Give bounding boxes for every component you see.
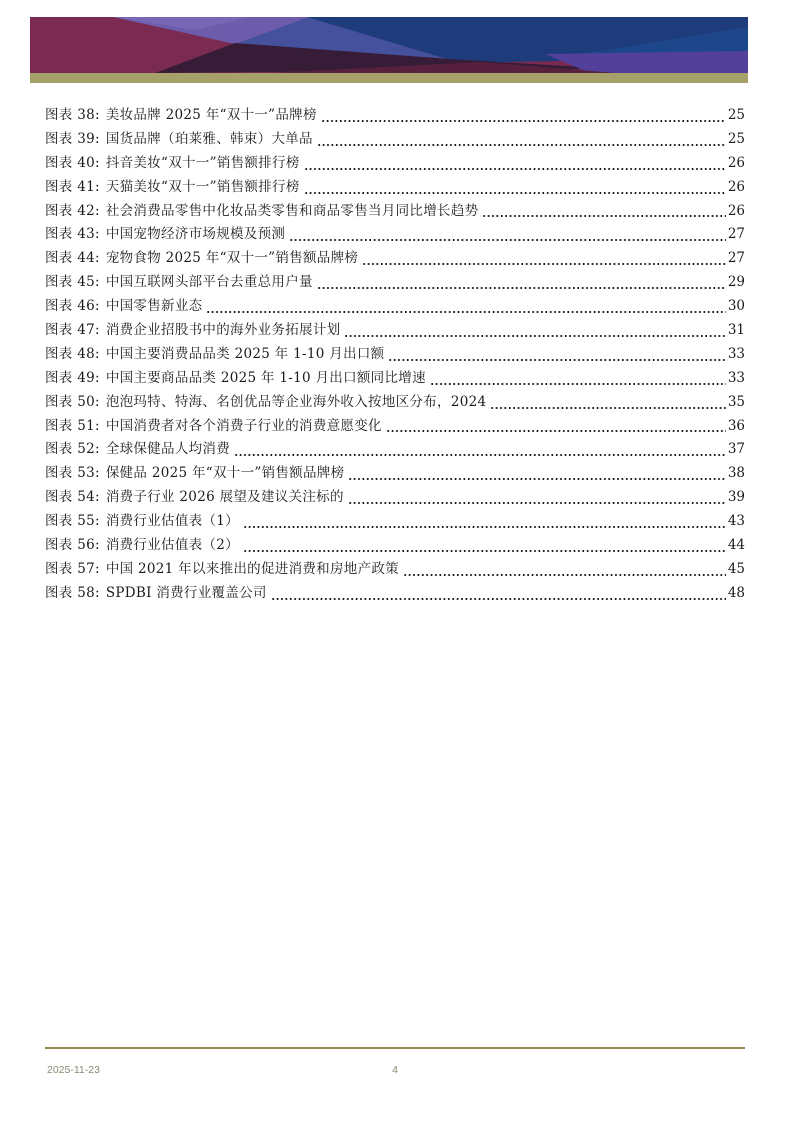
toc-entry-label: 图表 40: xyxy=(45,154,100,171)
toc-leader-dots xyxy=(317,128,726,152)
toc-entry[interactable] xyxy=(45,582,745,606)
toc-leader-dots xyxy=(386,415,726,439)
footer xyxy=(45,1064,745,1080)
toc-entry[interactable] xyxy=(45,391,745,415)
toc-entry-title: 中国零售新业态 xyxy=(105,298,203,315)
toc-leader-dots xyxy=(490,391,725,415)
header-banner-graphic xyxy=(30,17,748,83)
toc-entry[interactable] xyxy=(45,319,745,343)
footer-date: 2025-11-23 xyxy=(47,1064,100,1076)
toc-entry[interactable] xyxy=(45,223,745,247)
toc-entry-label: 图表 44: xyxy=(45,250,100,267)
toc-entry[interactable] xyxy=(45,415,745,439)
toc-entry-title: 中国互联网头部平台去重总用户量 xyxy=(105,274,313,291)
toc-entry-label: 图表 53: xyxy=(45,465,100,482)
toc-entry-page-number: 26 xyxy=(727,154,745,171)
toc-leader-dots xyxy=(243,510,726,534)
toc-entry-page-number: 27 xyxy=(727,250,745,267)
toc-entry-label: 图表 56: xyxy=(45,537,100,554)
toc-entry[interactable] xyxy=(45,510,745,534)
header-gold-bar xyxy=(30,73,748,83)
toc-entry[interactable] xyxy=(45,176,745,200)
toc-entry-page-number: 38 xyxy=(727,465,745,482)
toc-entry[interactable] xyxy=(45,152,745,176)
toc-entry-title: 天猫美妆“双十一”销售额排行榜 xyxy=(105,178,300,195)
toc-entry-page-number: 26 xyxy=(727,178,745,195)
toc-entry-page-number: 27 xyxy=(727,226,745,243)
toc-entry-page-number: 33 xyxy=(727,369,745,386)
toc-entry-page-number: 30 xyxy=(727,298,745,315)
figure-list xyxy=(45,104,745,606)
toc-entry-page-number: 44 xyxy=(727,537,745,554)
toc-entry-label: 图表 50: xyxy=(45,393,100,410)
toc-leader-dots xyxy=(243,534,726,558)
toc-entry-label: 图表 38: xyxy=(45,107,100,123)
toc-entry[interactable] xyxy=(45,104,745,128)
toc-entry[interactable] xyxy=(45,486,745,510)
toc-entry-title: 消费行业估值表（2） xyxy=(105,537,239,554)
toc-leader-dots xyxy=(348,486,726,510)
toc-leader-dots xyxy=(344,319,725,343)
toc-entry-label: 图表 54: xyxy=(45,489,100,506)
toc-leader-dots xyxy=(388,343,725,367)
toc-entry-title: 消费子行业 2026 展望及建议关注标的 xyxy=(105,489,344,506)
toc-entry-title: 消费企业招股书中的海外业务拓展计划 xyxy=(105,322,341,339)
toc-entry-title: 宠物食物 2025 年“双十一”销售额品牌榜 xyxy=(105,250,359,267)
toc-entry-page-number: 25 xyxy=(727,107,745,123)
toc-entry-title: 国货品牌（珀莱雅、韩束）大单品 xyxy=(105,130,313,147)
toc-leader-dots xyxy=(362,247,726,271)
toc-entry-title: 美妆品牌 2025 年“双十一”品牌榜 xyxy=(105,107,317,123)
toc-entry-label: 图表 39: xyxy=(45,130,100,147)
toc-entry-label: 图表 45: xyxy=(45,274,100,291)
footer-divider xyxy=(45,1047,745,1049)
toc-entry-page-number: 31 xyxy=(727,322,745,339)
toc-entry-page-number: 33 xyxy=(727,345,745,362)
toc-entry-label: 图表 57: xyxy=(45,560,100,577)
toc-leader-dots xyxy=(271,582,726,606)
toc-entry-title: 保健品 2025 年“双十一”销售额品牌榜 xyxy=(105,465,345,482)
toc-entry[interactable] xyxy=(45,295,745,319)
toc-entry-label: 图表 52: xyxy=(45,441,100,458)
toc-entry-title: 全球保健品人均消费 xyxy=(105,441,231,458)
toc-entry-title: 中国主要商品品类 2025 年 1-10 月出口额同比增速 xyxy=(105,369,426,386)
toc-leader-dots xyxy=(317,271,726,295)
toc-entry-title: 泡泡玛特、特海、名创优品等企业海外收入按地区分布，2024 xyxy=(105,393,487,410)
toc-entry[interactable] xyxy=(45,367,745,391)
toc-leader-dots xyxy=(482,200,725,224)
toc-entry[interactable] xyxy=(45,438,745,462)
toc-entry[interactable] xyxy=(45,558,745,582)
toc-entry-label: 图表 46: xyxy=(45,298,100,315)
toc-entry[interactable] xyxy=(45,247,745,271)
toc-entry-page-number: 25 xyxy=(727,130,745,147)
toc-entry-title: 社会消费品零售中化妆品类零售和商品零售当月同比增长趋势 xyxy=(105,202,479,219)
toc-leader-dots xyxy=(430,367,726,391)
toc-leader-dots xyxy=(206,295,725,319)
toc-entry-title: 中国 2021 年以来推出的促进消费和房地产政策 xyxy=(105,560,399,577)
header-banner xyxy=(30,17,748,83)
toc-entry[interactable] xyxy=(45,128,745,152)
toc-leader-dots xyxy=(304,152,726,176)
toc-entry[interactable] xyxy=(45,534,745,558)
toc-entry-page-number: 36 xyxy=(727,417,745,434)
toc-entry-title: 中国宠物经济市场规模及预测 xyxy=(105,226,286,243)
toc-entry-title: 中国主要消费品品类 2025 年 1-10 月出口额 xyxy=(105,345,385,362)
toc-entry-label: 图表 51: xyxy=(45,417,100,434)
toc-entry-label: 图表 41: xyxy=(45,178,100,195)
toc-leader-dots xyxy=(304,176,726,200)
toc-entry-title: 抖音美妆“双十一”销售额排行榜 xyxy=(105,154,300,171)
toc-entry-page-number: 29 xyxy=(727,274,745,291)
toc-entry-page-number: 43 xyxy=(727,513,745,530)
toc-leader-dots xyxy=(234,438,726,462)
toc-entry-label: 图表 49: xyxy=(45,369,100,386)
toc-entry-label: 图表 58: xyxy=(45,584,100,601)
toc-entry-page-number: 35 xyxy=(727,393,745,410)
toc-entry[interactable] xyxy=(45,271,745,295)
toc-entry-page-number: 37 xyxy=(727,441,745,458)
toc-entry[interactable] xyxy=(45,343,745,367)
footer-page-number: 4 xyxy=(392,1064,398,1076)
toc-entry[interactable] xyxy=(45,200,745,224)
toc-entry-label: 图表 48: xyxy=(45,345,100,362)
toc-leader-dots xyxy=(321,104,726,128)
toc-entry-page-number: 45 xyxy=(727,560,745,577)
toc-leader-dots xyxy=(289,223,726,247)
toc-leader-dots xyxy=(403,558,726,582)
toc-entry-page-number: 26 xyxy=(727,202,745,219)
toc-entry-label: 图表 42: xyxy=(45,202,100,219)
toc-entry[interactable] xyxy=(45,462,745,486)
toc-entry-title: 消费行业估值表（1） xyxy=(105,513,239,530)
toc-entry-label: 图表 43: xyxy=(45,226,100,243)
toc-entry-label: 图表 55: xyxy=(45,513,100,530)
toc-entry-label: 图表 47: xyxy=(45,322,100,339)
toc-entry-title: 中国消费者对各个消费子行业的消费意愿变化 xyxy=(105,417,382,434)
toc-entry-page-number: 48 xyxy=(727,584,745,601)
toc-leader-dots xyxy=(348,462,725,486)
toc-entry-title: SPDBI 消费行业覆盖公司 xyxy=(105,584,267,601)
toc-entry-page-number: 39 xyxy=(727,489,745,506)
